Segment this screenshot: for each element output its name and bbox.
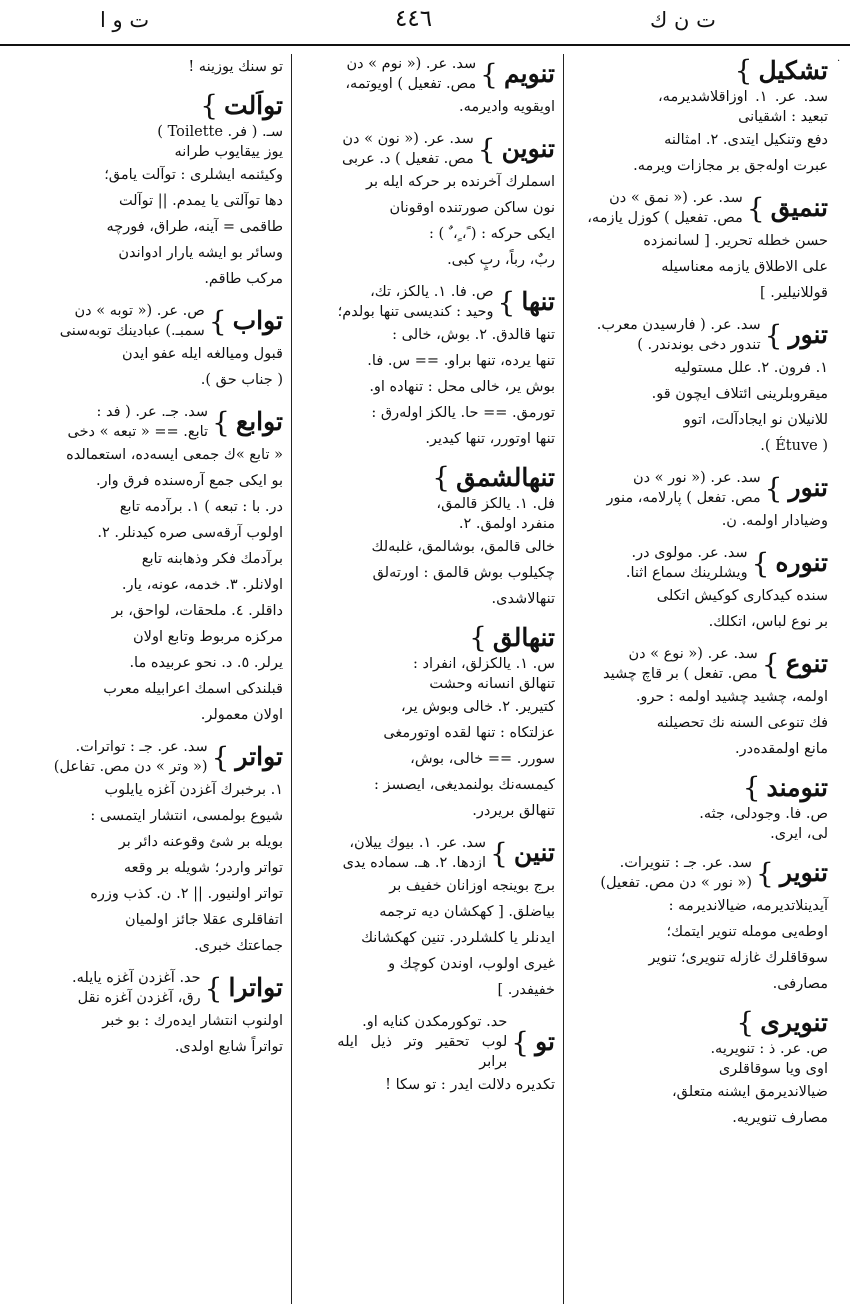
definition-line: اولنوب انتشار ايده‌رك : بو خبر — [102, 1013, 283, 1029]
entry-definition — [572, 355, 828, 459]
definition-line: داقلر. ٤. ملحقات، لواحق، بر — [111, 603, 283, 619]
grammar-line: مص. تفعيل ) د. عربى — [341, 151, 474, 167]
entry-heading — [572, 315, 828, 355]
grammar-line: سد. عر. ١. اوزاقلاشديرمه، تبعيد : اشقيانى — [658, 89, 828, 125]
definition-line: ١. برخبرك آغزدن آغزه يايلوب — [104, 782, 283, 798]
entry-definition — [572, 583, 828, 635]
entry-definition — [28, 442, 283, 728]
grammar-line: (« نور » دن مص. تفعيل) — [600, 875, 752, 891]
entry-heading — [572, 54, 828, 127]
headword: تنها — [521, 287, 555, 316]
grammar-line: سد. عر. ١. بيوك ييلان، — [349, 835, 487, 851]
entry-definition — [572, 127, 828, 179]
definition-line: على الاطلاق يازمه معناسيله — [661, 259, 828, 275]
brace-mark: } — [764, 471, 783, 505]
dictionary-entry — [28, 301, 283, 393]
definition-line: سوقاقلرك غازله تنويرى؛ تنوير — [648, 950, 828, 966]
grammar-line: سمبـ.) عبادينك توبه‌سنى — [59, 323, 205, 339]
definition-line: خالى قالمق، بوشالمق، غلبه‌لك — [371, 539, 555, 555]
definition-line: يرلر. ٥. د. نحو عربيده ما. — [129, 655, 283, 671]
definition-line: اوطه‌يى مومله تنوير ايتمك؛ — [666, 924, 828, 940]
entry-heading — [28, 737, 283, 777]
entry-grammar — [591, 315, 761, 355]
entry-heading — [572, 1006, 828, 1079]
definition-line: مصارفى. — [772, 976, 828, 992]
brace-mark: } — [756, 856, 774, 890]
entry-grammar — [573, 188, 743, 228]
entry-grammar — [31, 968, 201, 1008]
entry-grammar — [658, 804, 828, 844]
definition-line: بويله بر شئ وقوعنه دائر بر — [118, 834, 283, 850]
entry-definition — [28, 162, 283, 292]
definition-line: فك تنوعى السنه نك تحصيلنه — [656, 715, 828, 731]
grammar-line: مص. تفعيل ) اويوتمه، — [345, 76, 477, 92]
entry-definition — [300, 322, 555, 452]
headword: تنميق — [770, 193, 828, 222]
definition-line: بياضلق. [ كهكشان ديه ترجمه — [379, 904, 555, 920]
grammar-line: لى، ايرى. — [770, 826, 828, 842]
definition-line: كيمسه‌نك بولنمديغى، ايصسز : — [373, 777, 555, 793]
dictionary-entry — [572, 644, 828, 762]
definition-line: بو ايكى جمع آره‌سنده فرق وار. — [96, 473, 283, 489]
entry-grammar — [582, 853, 752, 893]
grammar-line: حد. آغزدن آغزه يايله. — [72, 970, 201, 986]
grammar-line: مص. تفعل ) بر قاچ چشيد — [603, 666, 758, 682]
grammar-line: رق، آغزدن آغزه نقل — [77, 990, 201, 1006]
brace-mark: } — [746, 191, 765, 225]
grammar-line: ص. فا. وجودلى، جثه. — [699, 806, 828, 822]
entry-heading — [28, 301, 283, 341]
dictionary-entry — [300, 129, 555, 273]
grammar-line: سد. عر. مولوى در. — [631, 545, 748, 561]
entry-definition — [300, 169, 555, 273]
definition-line: بر نوع لباس، اتكلك. — [708, 614, 828, 630]
dictionary-entry — [300, 54, 555, 120]
headword: تنوع — [785, 649, 828, 678]
definition-line: مصارف تنويريه. — [732, 1110, 828, 1126]
grammar-line: سد. عر. (« نوع » دن — [628, 646, 758, 662]
definition-line: اولوب آرقه‌سى صره كيدنلر. ٢. — [97, 525, 283, 541]
definition-line: برآدمك فكر وذهابنه تابع — [141, 551, 283, 567]
definition-line: ربٌ، رباً، ربٍ كبى. — [447, 252, 555, 268]
definition-line: عبرت اوله‌جق بر مجازات ويرمه. — [633, 158, 828, 174]
headword: تواتر — [235, 742, 283, 771]
entry-definition — [572, 228, 828, 306]
definition-line: تنهالاشدى. — [491, 591, 555, 607]
entry-heading — [572, 771, 828, 844]
entry-grammar — [306, 54, 476, 94]
entry-heading — [572, 188, 828, 228]
grammar-line: سـ. ( فر. Toilette ) — [157, 124, 283, 140]
dictionary-entry — [28, 968, 283, 1060]
grammar-line: سد. عر. (« نون » دن — [342, 131, 474, 147]
definition-line: قبلندكى اسمك اعرابيله معرب — [103, 681, 283, 697]
definition-line: تواتر واردر؛ شويله بر وقعه — [123, 860, 283, 876]
headword: تنهالشمق — [456, 462, 555, 492]
definition-line: سنده كيدكارى كوكيش اتكلى — [656, 588, 828, 604]
entry-grammar — [113, 122, 283, 162]
entry-definition — [28, 777, 283, 959]
dictionary-entry — [572, 468, 828, 534]
brace-mark: } — [736, 1006, 755, 1039]
grammar-line: لوب تحقير وتر ذيل ايله برابر — [337, 1034, 508, 1070]
headword: تواترا — [228, 973, 283, 1002]
definition-line: ( جناب حق ). — [200, 372, 283, 388]
definition-line: مركزه مربوط وتابع اولان — [133, 629, 283, 645]
definition-line: ( Étuve ). — [760, 438, 828, 454]
running-head-right: ت ن ك — [650, 8, 716, 32]
grammar-line: ص. عر. ذ : تنويريه. — [710, 1041, 828, 1057]
dictionary-entry — [572, 54, 828, 179]
grammar-line: مص. تفعيل ) كوزل يازمه، — [587, 210, 743, 226]
entry-heading — [300, 1012, 555, 1072]
entry-grammar — [385, 654, 555, 694]
dictionary-entry — [572, 771, 828, 844]
definition-line: طاقمى = آينه، طراق، فورچه — [106, 219, 283, 235]
entry-grammar — [35, 301, 205, 341]
entry-grammar — [385, 494, 555, 534]
dictionary-entry — [300, 282, 555, 452]
grammar-line: منفرد اولمق. ٢. — [458, 516, 555, 532]
definition-line: اولمه، چشيد چشيد اولمه : حرو. — [635, 689, 828, 705]
entry-definition — [572, 893, 828, 997]
headword: تنومند — [766, 772, 828, 802]
entry-definition — [300, 94, 555, 120]
definition-line: در. با : تبعه ) ١. برآدمه تابع — [119, 499, 283, 515]
definition-line: تنها يرده، تنها براو. == س. فا. — [367, 353, 555, 369]
headword: تنهالق — [492, 622, 555, 652]
page-header — [0, 0, 850, 46]
definition-line: حسن خطله تحرير. [ لسانمزده — [643, 233, 828, 249]
brace-mark: } — [742, 771, 761, 804]
entry-grammar — [578, 543, 748, 583]
running-head-left: ت و ا — [100, 8, 150, 32]
entry-heading — [572, 468, 828, 508]
definition-line: نون ساكن صورتنده اوقونان — [389, 200, 555, 216]
grammar-line: سد. عر. (« نوم » دن — [346, 56, 477, 72]
entry-definition — [572, 508, 828, 534]
entry-grammar — [588, 644, 758, 684]
headword: توابع — [235, 407, 283, 436]
dictionary-entry — [28, 89, 283, 292]
page-number: ٤٤٦ — [395, 6, 433, 32]
entry-heading — [300, 54, 555, 94]
definition-line: تواتر اولنيور. || ٢. ن. كذب وزره — [90, 886, 283, 902]
grammar-line: تندور دخى بوندندر. ) — [637, 337, 761, 353]
entry-grammar — [337, 1012, 507, 1072]
definition-line: اسملرك آخرنده بر حركه ايله بر — [366, 174, 555, 190]
grammar-line: س. ١. يالكزلق، انفراد : — [413, 656, 555, 672]
definition-line: وضيادار اولمه. ن. — [721, 513, 828, 529]
definition-line: اولان معمولر. — [200, 707, 283, 723]
grammar-line: سد. عر. جـ : تواترات. — [75, 739, 208, 755]
grammar-line: سد. عر. ( فارسيدن معرب. — [596, 317, 761, 333]
entry-heading — [572, 853, 828, 893]
definition-line: قوللانيلير. ] — [760, 285, 828, 301]
grammar-line: ص. عر. (« توبه » دن — [74, 303, 205, 319]
grammar-line: تنهالق انسانه وحشت — [429, 676, 555, 692]
column-middle — [292, 54, 564, 1304]
grammar-line: سد. جـ. عر. ( فد : — [96, 404, 209, 420]
brace-mark: } — [469, 621, 487, 654]
headword: تنوين — [501, 134, 555, 163]
definition-line: وكيئنمه ايشلرى : توآلت يامق؛ — [104, 167, 283, 183]
headword: تنوير — [779, 858, 828, 887]
definition-line: للانيلان نو ايجادآلت، اتوو — [683, 412, 828, 428]
definition-line: « تابع »‌ك جمعى ايسه‌ده، استعمالده — [66, 447, 283, 463]
entry-grammar — [324, 282, 494, 322]
headword: تواَلت — [224, 90, 283, 120]
grammar-line: حد. توكورمكدن كنايه او. — [362, 1014, 508, 1030]
definition-line: ايكى حركه : ( ً، ٍ، ٌ ) : — [428, 226, 555, 242]
definition-line: خفيفدر. ] — [497, 982, 555, 998]
definition-line: چكيلوب بوش قالمق : اورته‌لق — [372, 565, 555, 581]
definition-line: سورر. == خالى، بوش، — [410, 751, 555, 767]
entry-grammar — [316, 833, 486, 873]
grammar-line: وحيد : كنديسى تنها بولدم؛ — [337, 304, 494, 320]
entry-heading — [28, 89, 283, 162]
entry-definition — [300, 694, 555, 824]
definition-line: ضيالانديرمق ايشنه متعلق، — [672, 1084, 828, 1100]
entry-definition — [300, 873, 555, 1003]
grammar-line: سد. عر. جـ : تنويرات. — [619, 855, 752, 871]
definition-line: وسائر بو ايشه يارار ادواندن — [118, 245, 283, 261]
definition-line: تكديره دلالت ايدر : تو سكا ! — [385, 1077, 555, 1093]
definition-line: بوش ير، خالى محل : تنهاده او. — [369, 379, 555, 395]
entry-grammar — [658, 87, 828, 127]
headword: تنور — [788, 473, 828, 502]
definition-line: تنهالق بريردر. — [472, 803, 555, 819]
definition-line: مركب طاقم. — [204, 271, 283, 287]
brace-mark: } — [490, 836, 508, 870]
brace-mark: } — [761, 647, 780, 681]
definition-line: غيرى اولوب، اوندن كوچك و — [388, 956, 555, 972]
grammar-line: ص. فا. ١. يالكز، تك، — [370, 284, 494, 300]
headword: تنويرى — [760, 1007, 828, 1037]
entry-definition — [300, 534, 555, 612]
dictionary-entry — [572, 543, 828, 635]
definition-line: شيوع بولمسى، انتشار ايتمسى : — [90, 808, 283, 824]
entry-definition — [28, 54, 283, 80]
entry-grammar — [38, 737, 208, 777]
margin-mark: · — [837, 56, 841, 67]
definition-line: ١. فرون. ٢. علل مستوليه — [673, 360, 828, 376]
entry-heading — [572, 644, 828, 684]
definition-line: جماعتك خبرى. — [194, 938, 283, 954]
dictionary-entry — [572, 315, 828, 459]
definition-line: تواتراً شايع اولدى. — [174, 1039, 283, 1055]
brace-mark: } — [734, 54, 753, 87]
dictionary-entry — [300, 1012, 555, 1098]
grammar-line: ازدها. ٢. هـ. سماده يدى — [342, 855, 487, 871]
definition-line: تنها قالدق. ٢. بوش، خالى : — [392, 327, 555, 343]
dictionary-entry — [28, 737, 283, 959]
definition-line: قبول وميالغه ايله عفو ايدن — [122, 346, 283, 362]
definition-line: دها توآلتى يا يمدم. || توآلت — [118, 193, 283, 209]
definition-line: ايدنلر يا كلشلردر. تنين كهكشانك — [361, 930, 555, 946]
entry-grammar — [591, 468, 761, 508]
grammar-line: (« وتر » دن مص. تفاعل) — [53, 759, 208, 775]
brace-mark: } — [212, 405, 230, 439]
definition-line: برج بوينجه اوزانان خفيف بر — [389, 878, 555, 894]
brace-mark: } — [764, 318, 783, 352]
grammar-line: اوى ويا سوقاقلرى — [718, 1061, 828, 1077]
definition-line: آيدينلاتديرمه، ضيالانديرمه : — [668, 898, 828, 914]
brace-mark: } — [208, 304, 227, 338]
brace-mark: } — [477, 132, 496, 166]
grammar-line: سد. عر. (« نمق » دن — [609, 190, 743, 206]
grammar-line: فل. ١. يالكز قالمق، — [436, 496, 555, 512]
dictionary-entry — [572, 853, 828, 997]
entry-heading — [300, 282, 555, 322]
headword: تنور — [788, 320, 828, 349]
entry-grammar — [38, 402, 208, 442]
definition-line: اتفاقلرى عقلا جائز اولميان — [124, 912, 283, 928]
brace-mark: } — [511, 1025, 530, 1059]
definition-line: عزلتكاه : تنها لقده اوتورمغى — [383, 725, 555, 741]
entry-definition — [572, 1079, 828, 1131]
definition-line: اولانلر. ٣. خدمه، عونه، يار. — [121, 577, 283, 593]
dictionary-columns — [18, 54, 836, 1304]
headword: تواب — [232, 306, 283, 335]
brace-mark: } — [480, 57, 498, 91]
headword: تنوره — [775, 548, 828, 577]
column-right — [564, 54, 836, 1304]
entry-definition — [28, 341, 283, 393]
entry-grammar — [658, 1039, 828, 1079]
column-left — [20, 54, 292, 1304]
headword: تنويم — [503, 59, 555, 88]
headword: تو — [535, 1027, 555, 1056]
grammar-line: تابع. == « تبعه » دخى — [67, 424, 209, 440]
dictionary-entry — [300, 461, 555, 612]
grammar-line: ويشلرينك سماع اثنا. — [625, 565, 748, 581]
dictionary-entry — [28, 54, 283, 80]
headword: تشكيل — [758, 55, 828, 85]
entry-definition — [300, 1072, 555, 1098]
brace-mark: } — [751, 546, 770, 580]
entry-heading — [300, 833, 555, 873]
entry-heading — [300, 621, 555, 694]
definition-line: ميقروبلرينى ائتلاف ايچون قو. — [651, 386, 828, 402]
grammar-line: مص. تفعل ) پارلامه، منور — [606, 490, 761, 506]
definition-line: تنها اوتورر، تنها كيدير. — [425, 431, 555, 447]
entry-heading — [28, 968, 283, 1008]
entry-grammar — [304, 129, 474, 169]
dictionary-entry — [28, 402, 283, 728]
brace-mark: } — [200, 89, 219, 122]
dictionary-entry — [572, 188, 828, 306]
brace-mark: } — [432, 461, 451, 494]
definition-line: اويقويه واديرمه. — [459, 99, 555, 115]
entry-heading — [300, 461, 555, 534]
definition-line: دفع وتنكيل ايتدى. ٢. امثالنه — [664, 132, 828, 148]
brace-mark: } — [204, 971, 223, 1005]
dictionary-entry — [572, 1006, 828, 1131]
entry-definition — [28, 1008, 283, 1060]
dictionary-entry — [300, 833, 555, 1003]
entry-definition — [572, 684, 828, 762]
definition-line: كتيرير. ٢. خالى وبوش ير، — [401, 699, 555, 715]
definition-line: مانع اولمقده‌در. — [735, 741, 828, 757]
brace-mark: } — [497, 285, 516, 319]
definition-line: تو سنك يوزينه ! — [188, 59, 283, 75]
entry-heading — [300, 129, 555, 169]
entry-heading — [28, 402, 283, 442]
grammar-line: يوز ييقايوب طرانه — [174, 144, 283, 160]
grammar-line: سد. عر. (« نور » دن — [632, 470, 761, 486]
definition-line: تورمق. == حا. يالكز اوله‌رق : — [371, 405, 555, 421]
brace-mark: } — [211, 740, 230, 774]
headword: تنين — [513, 838, 555, 867]
dictionary-entry — [300, 621, 555, 824]
entry-heading — [572, 543, 828, 583]
